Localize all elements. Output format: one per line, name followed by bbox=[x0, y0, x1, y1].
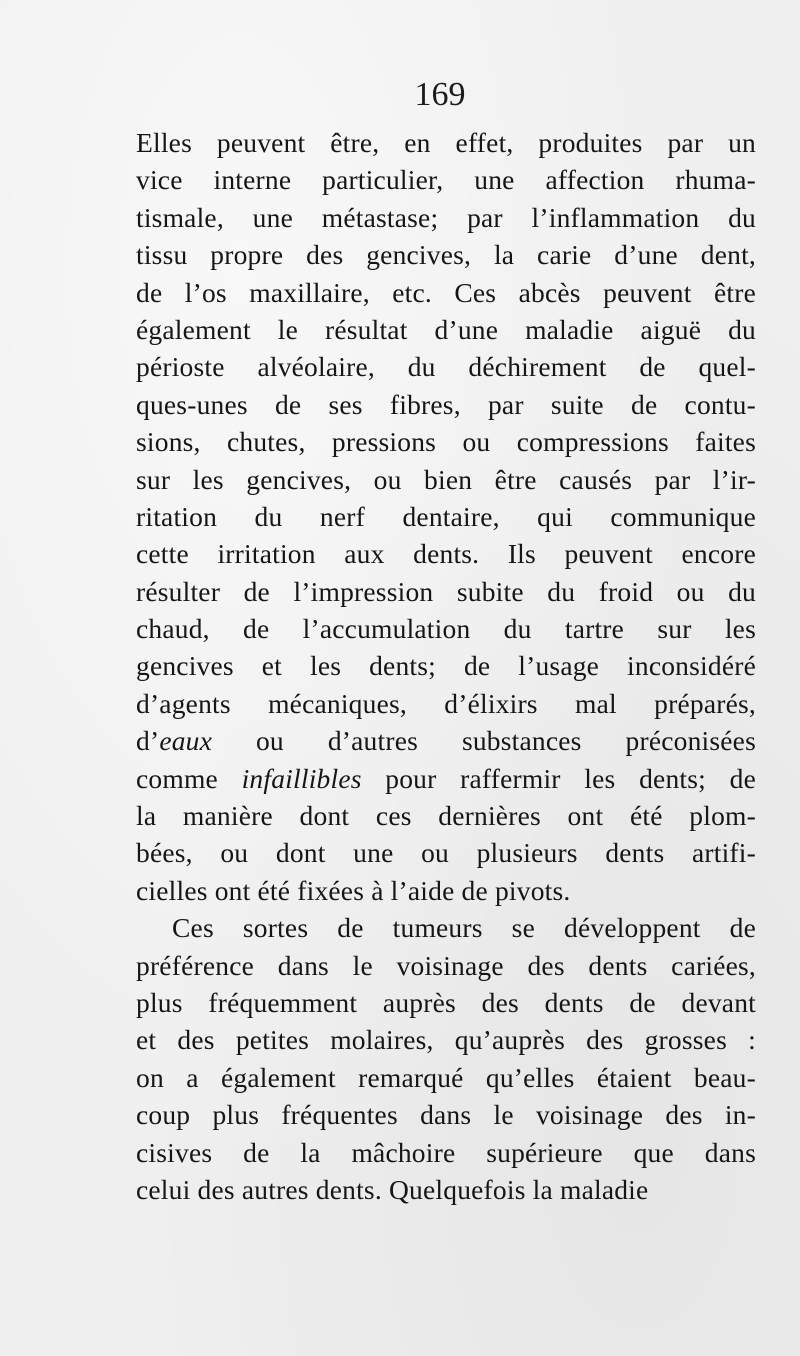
paragraph bbox=[136, 124, 756, 909]
text-run: pour raffermir les dents; de bbox=[361, 762, 756, 794]
text-line bbox=[136, 760, 756, 797]
text-line: ques-unes de ses fibres, par suite de contu- bbox=[136, 388, 756, 420]
body-text bbox=[136, 124, 756, 1208]
text-line: cisives de la mâchoire supérieure que dans bbox=[136, 1136, 756, 1168]
italic-run: infaillibles bbox=[241, 762, 362, 794]
paragraph bbox=[136, 909, 756, 1208]
text-line: vice interne particulier, une affection rhuma- bbox=[136, 164, 756, 196]
text-line: tissu propre des gencives, la carie d’une dent, bbox=[136, 239, 756, 271]
text-line: résulter de l’impression subite du froid ou du bbox=[136, 575, 756, 607]
text-run: comme bbox=[136, 762, 242, 794]
text-line: bées, ou dont une ou plusieurs dents artifi- bbox=[136, 837, 756, 869]
text-line: cielles ont été fixées à l’aide de pivots. bbox=[136, 874, 571, 906]
text-line: sions, chutes, pressions ou compressions faites bbox=[136, 426, 756, 458]
text-line: Ces sortes de tumeurs se développent de bbox=[172, 912, 756, 944]
text-line: d’agents mécaniques, d’élixirs mal préparés, bbox=[136, 687, 756, 719]
text-line: et des petites molaires, qu’auprès des grosses : bbox=[136, 1024, 756, 1056]
text-line: on a également remarqué qu’elles étaient beau- bbox=[136, 1061, 756, 1093]
text-line: la manière dont ces dernières ont été plom- bbox=[136, 800, 756, 832]
text-line: chaud, de l’accumulation du tartre sur les bbox=[136, 613, 756, 645]
text-line: tismale, une métastase; par l’inflammation du bbox=[136, 201, 756, 233]
text-line: périoste alvéolaire, du déchirement de quel- bbox=[136, 351, 756, 383]
italic-run: eaux bbox=[159, 725, 213, 757]
text-line: coup plus fréquentes dans le voisinage des in- bbox=[136, 1099, 756, 1131]
text-line: ritation du nerf dentaire, qui communique bbox=[136, 500, 756, 532]
text-line: également le résultat d’une maladie aiguë du bbox=[136, 313, 756, 345]
text-line: préférence dans le voisinage des dents cariées, bbox=[136, 949, 756, 981]
text-run: d’ bbox=[136, 725, 160, 757]
text-line: gencives et les dents; de l’usage inconsidéré bbox=[136, 650, 756, 682]
text-line: cette irritation aux dents. Ils peuvent encore bbox=[136, 538, 756, 570]
text-line: sur les gencives, ou bien être causés par l’ir- bbox=[136, 463, 756, 495]
page-number: 169 bbox=[414, 76, 466, 113]
text-line: plus fréquemment auprès des dents de devant bbox=[136, 986, 756, 1018]
text-line bbox=[136, 722, 756, 759]
text-line: celui des autres dents. Quelquefois la maladie bbox=[136, 1173, 649, 1205]
text-line: de l’os maxillaire, etc. Ces abcès peuvent être bbox=[136, 276, 756, 308]
text-run: ou d’autres substances préconisées bbox=[212, 725, 756, 757]
text-line: Elles peuvent être, en effet, produites par un bbox=[136, 127, 756, 158]
